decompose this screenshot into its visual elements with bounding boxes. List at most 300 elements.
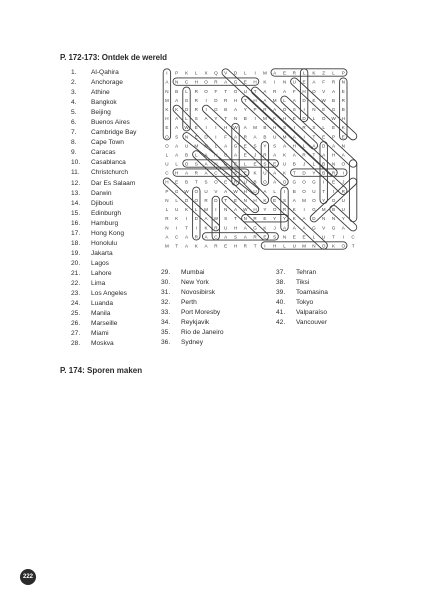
grid-letter: T — [312, 134, 316, 140]
grid-letter: O — [282, 106, 287, 112]
grid-letter: A — [302, 216, 306, 222]
grid-letter: D — [204, 134, 208, 140]
answer-number: 39. — [276, 289, 286, 297]
grid-letter: N — [331, 216, 336, 222]
answer-name: Vancouver — [296, 319, 328, 327]
answer-item — [71, 329, 136, 339]
answer-list-col2 — [161, 268, 224, 348]
answer-name: Bangkok — [91, 99, 117, 107]
answer-number: 14. — [71, 199, 81, 207]
answer-name: Jakarta — [91, 249, 113, 257]
grid-letter: J — [273, 225, 276, 231]
answer-item — [161, 338, 224, 348]
grid-letter: L — [312, 234, 316, 240]
answer-name: Rio de Janeiro — [181, 329, 224, 337]
grid-letter: I — [332, 188, 335, 194]
grid-letter: B — [292, 188, 296, 194]
grid-letter: L — [165, 207, 169, 213]
grid-letter: E — [331, 179, 336, 185]
grid-letter: U — [273, 134, 277, 140]
grid-letter: A — [175, 97, 179, 103]
grid-letter: M — [262, 70, 267, 76]
answer-number: 35. — [161, 329, 171, 337]
grid-letter: L — [185, 88, 188, 94]
grid-letter: L — [214, 143, 218, 149]
grid-letter: D — [194, 216, 198, 222]
answer-item — [71, 118, 136, 128]
answer-number: 20. — [71, 259, 81, 267]
grid-letter: U — [322, 234, 326, 240]
word-search-grid — [162, 68, 358, 250]
grid-letter: A — [175, 125, 179, 131]
solution-outline — [279, 95, 358, 169]
grid-letter: W — [184, 125, 189, 131]
grid-letter: O — [341, 243, 346, 249]
grid-letter: I — [264, 243, 266, 249]
answer-name: Lima — [91, 279, 106, 287]
grid-letter: L — [302, 143, 306, 149]
answer-name: Cape Town — [91, 139, 124, 147]
answer-number: 8. — [71, 139, 77, 147]
grid-letter: S — [312, 125, 316, 131]
grid-letter: E — [175, 179, 179, 185]
answer-number: 26. — [71, 320, 81, 328]
grid-letter: N — [312, 243, 316, 249]
grid-letter: I — [274, 79, 276, 85]
answer-name: Moskva — [91, 340, 114, 348]
grid-letter: E — [194, 134, 198, 140]
answer-item — [71, 78, 136, 88]
grid-letter: U — [341, 207, 345, 213]
grid-letter: A — [224, 143, 228, 149]
answer-name: Honolulu — [91, 239, 118, 247]
grid-letter: E — [273, 161, 277, 167]
grid-letter: A — [292, 197, 296, 203]
grid-letter: E — [292, 116, 296, 121]
answer-number: 38. — [276, 279, 286, 287]
grid-letter: R — [214, 225, 218, 231]
answer-name: Lahore — [91, 269, 112, 277]
grid-letter: B — [341, 106, 345, 112]
grid-letter: U — [175, 207, 179, 213]
grid-letter: U — [292, 79, 296, 85]
grid-letter: J — [342, 179, 345, 185]
answer-number: 10. — [71, 159, 81, 167]
grid-letter: H — [341, 116, 345, 121]
grid-letter: T — [253, 243, 257, 249]
grid-letter: Y — [263, 143, 267, 149]
grid-letter: B — [243, 116, 247, 121]
grid-letter: M — [204, 207, 209, 213]
grid-letter: V — [322, 88, 326, 94]
grid-letter: A — [204, 170, 208, 176]
grid-letter: A — [282, 143, 287, 149]
grid-letter: O — [312, 88, 316, 94]
answer-number: 4. — [71, 99, 77, 107]
answer-number: 32. — [161, 299, 171, 307]
grid-letter: G — [312, 207, 316, 213]
answer-number: 28. — [71, 340, 81, 348]
grid-letter: O — [204, 79, 208, 85]
answer-number: 24. — [71, 300, 81, 308]
grid-letter: K — [282, 152, 287, 158]
grid-letter: O — [312, 197, 316, 203]
grid-letter: K — [263, 79, 267, 85]
answer-name: Miami — [91, 330, 109, 338]
answer-number: 9. — [71, 149, 77, 157]
answer-item — [276, 278, 328, 288]
grid-letter: T — [194, 179, 198, 185]
grid-letter: G — [214, 106, 218, 112]
grid-letter: Y — [341, 216, 345, 222]
grid-letter: T — [322, 188, 326, 194]
grid-letter: D — [302, 116, 306, 121]
answer-item — [71, 98, 136, 108]
grid-letter: H — [243, 188, 247, 194]
solution-outline — [181, 131, 260, 196]
grid-letter: A — [204, 116, 208, 121]
grid-letter: T — [351, 243, 355, 249]
grid-letter: N — [331, 161, 336, 167]
grid-letter: K — [253, 170, 257, 176]
grid-letter: Y — [273, 216, 277, 222]
grid-letter: B — [331, 97, 336, 103]
answer-item — [71, 339, 136, 349]
grid-letter: N — [322, 216, 326, 222]
grid-letter: S — [263, 161, 267, 167]
answer-name: Lagos — [91, 259, 109, 267]
grid-letter: A — [204, 243, 208, 249]
grid-letter: H — [273, 125, 277, 131]
answer-item — [71, 289, 136, 299]
grid-letter: T — [332, 234, 335, 240]
grid-letter: M — [321, 207, 326, 213]
grid-letter: C — [214, 234, 218, 240]
grid-letter: A — [273, 179, 277, 185]
grid-letter: N — [243, 197, 247, 203]
grid-letter: B — [322, 161, 326, 167]
grid-letter: M — [302, 243, 307, 249]
grid-letter: I — [166, 70, 168, 76]
grid-letter: G — [331, 225, 336, 231]
grid-letter: B — [263, 125, 267, 131]
grid-letter: I — [215, 207, 217, 213]
grid-letter: H — [165, 179, 169, 185]
grid-letter: K — [184, 207, 189, 213]
grid-letter: L — [195, 152, 198, 158]
grid-letter: O — [194, 188, 199, 194]
grid-letter: L — [302, 70, 306, 76]
grid-letter: U — [243, 179, 247, 185]
answer-item — [71, 199, 136, 209]
grid-letter: G — [223, 161, 228, 167]
grid-letter: W — [184, 188, 189, 194]
grid-letter: R — [341, 188, 345, 194]
grid-letter: C — [351, 234, 355, 240]
grid-letter: A — [273, 152, 277, 158]
grid-letter: E — [263, 234, 267, 240]
grid-letter: R — [253, 234, 257, 240]
grid-letter: D — [214, 197, 218, 203]
grid-letter: A — [175, 152, 179, 158]
answer-item — [71, 219, 136, 229]
grid-letter: K — [263, 225, 267, 231]
grid-letter: I — [254, 70, 256, 76]
grid-letter: S — [233, 170, 238, 176]
grid-letter: A — [263, 97, 267, 103]
answer-name: Sydney — [181, 339, 203, 347]
grid-letter: H — [194, 79, 198, 85]
grid-letter: L — [175, 161, 178, 167]
grid-letter: O — [214, 179, 218, 185]
grid-letter: L — [244, 161, 247, 167]
grid-letter: D — [302, 97, 306, 103]
answer-item — [276, 288, 328, 298]
grid-letter: N — [282, 234, 287, 240]
grid-letter: K — [175, 106, 179, 112]
grid-letter: A — [253, 134, 257, 140]
grid-letter: B — [263, 134, 267, 140]
answer-number: 41. — [276, 309, 286, 317]
grid-letter: M — [262, 116, 267, 121]
answer-number: 36. — [161, 339, 171, 347]
grid-letter: H — [224, 125, 228, 131]
grid-letter: R — [331, 79, 336, 85]
answer-name: Cambridge Bay — [91, 129, 137, 137]
grid-letter: L — [185, 116, 188, 121]
grid-letter: O — [184, 161, 189, 167]
answer-number: 15. — [71, 209, 81, 217]
section-title: P. 174: Sporen maken — [60, 366, 143, 375]
grid-letter: K — [312, 70, 316, 76]
answer-name: Tokyo — [296, 299, 314, 307]
grid-letter: S — [194, 161, 198, 167]
answer-number: 27. — [71, 330, 81, 338]
answer-item — [276, 308, 328, 318]
grid-letter: T — [243, 97, 247, 103]
page-number: 222 — [20, 569, 36, 585]
grid-letter: W — [233, 125, 238, 131]
grid-letter: K — [282, 170, 287, 176]
grid-letter: E — [233, 161, 238, 167]
answer-item — [71, 128, 136, 138]
grid-letter: I — [293, 125, 295, 131]
grid-letter: O — [321, 243, 326, 249]
answer-number: 11. — [71, 169, 80, 177]
grid-letter: E — [302, 79, 306, 85]
grid-letter: A — [292, 152, 296, 158]
grid-letter: R — [165, 216, 169, 222]
grid-letter: R — [263, 152, 267, 158]
grid-letter: L — [195, 70, 198, 76]
grid-letter: A — [224, 79, 228, 85]
grid-letter: A — [263, 188, 267, 194]
grid-letter: A — [204, 234, 208, 240]
answer-item — [276, 298, 328, 308]
grid-letter: S — [273, 234, 277, 240]
grid-letter: D — [184, 197, 189, 203]
grid-letter: W — [331, 116, 336, 121]
grid-letter: R — [341, 97, 345, 103]
answer-item — [161, 328, 224, 338]
answer-name: Tehran — [296, 269, 317, 276]
grid-letter: L — [322, 125, 325, 131]
grid-letter: R — [243, 243, 247, 249]
grid-letter: I — [205, 125, 207, 131]
grid-letter: A — [263, 88, 267, 94]
answer-item — [71, 249, 136, 259]
grid-letter: H — [253, 79, 257, 85]
grid-letter: D — [233, 70, 238, 76]
grid-letter: S — [282, 197, 287, 203]
grid-letter: E — [312, 97, 316, 103]
grid-letter: L — [283, 243, 286, 249]
grid-letter: C — [214, 170, 218, 176]
grid-letter: B — [322, 170, 326, 176]
answer-item — [71, 148, 136, 158]
answer-item — [71, 319, 136, 329]
grid-letter: A — [184, 243, 189, 249]
grid-letter: A — [224, 188, 228, 194]
grid-letter: I — [303, 207, 305, 213]
grid-letter: K — [263, 197, 267, 203]
answer-number: 5. — [71, 109, 77, 117]
grid-letter: S — [194, 116, 198, 121]
grid-letter: M — [253, 125, 258, 131]
grid-letter: L — [312, 116, 316, 121]
grid-letter: R — [194, 234, 198, 240]
grid-letter: A — [273, 70, 277, 76]
grid-letter: T — [253, 88, 257, 94]
grid-letter: A — [243, 234, 247, 240]
grid-letter: W — [321, 97, 326, 103]
answer-item — [71, 239, 136, 249]
answer-name: Marseille — [91, 320, 118, 328]
grid-letter: R — [253, 216, 257, 222]
answer-name: Beijing — [91, 109, 111, 117]
answer-number: 6. — [71, 119, 77, 127]
grid-letter: L — [312, 161, 316, 167]
grid-letter: A — [165, 79, 169, 85]
grid-letter: R — [224, 97, 228, 103]
answer-number: 42. — [276, 319, 286, 327]
answer-item — [71, 209, 136, 219]
grid-letter: A — [331, 88, 336, 94]
grid-letter: A — [341, 225, 345, 231]
grid-letter: E — [331, 125, 336, 131]
grid-letter: N — [243, 216, 247, 222]
grid-letter: M — [302, 197, 307, 203]
grid-letter: F — [322, 79, 326, 85]
grid-letter: Q — [214, 70, 218, 76]
answer-name: Edinburgh — [91, 209, 122, 217]
grid-letter: I — [215, 134, 217, 140]
grid-letter: A — [302, 225, 306, 231]
grid-letter: H — [253, 97, 257, 103]
grid-letter: A — [233, 152, 238, 158]
answer-name: Mumbai — [181, 269, 205, 276]
grid-letter: N — [175, 79, 179, 85]
grid-letter: K — [204, 225, 208, 231]
grid-letter: R — [233, 179, 238, 185]
grid-letter: Y — [263, 207, 267, 213]
answer-item — [161, 318, 224, 328]
grid-letter: P — [175, 70, 179, 76]
grid-letter: N — [224, 207, 228, 213]
answer-number: 1. — [71, 69, 77, 76]
answer-number: 18. — [71, 239, 81, 247]
grid-letter: S — [273, 143, 277, 149]
answer-name: Hamburg — [91, 219, 119, 227]
grid-letter: A — [243, 225, 247, 231]
grid-letter: E — [243, 152, 247, 158]
answer-item — [71, 279, 136, 289]
answer-item — [71, 138, 136, 148]
grid-letter: A — [322, 152, 326, 158]
grid-letter: I — [205, 97, 207, 103]
grid-letter: X — [204, 70, 208, 76]
grid-letter: O — [282, 179, 287, 185]
answer-name: Reykjavik — [181, 319, 210, 327]
grid-letter: S — [253, 143, 257, 149]
grid-letter: P — [165, 188, 169, 194]
grid-letter: M — [272, 97, 277, 103]
answer-number: 37. — [276, 269, 286, 276]
grid-letter: D — [312, 216, 316, 222]
grid-letter: E — [243, 79, 247, 85]
answer-number: 12. — [71, 179, 81, 187]
answer-item — [71, 229, 136, 239]
grid-letter: M — [164, 243, 169, 249]
grid-letter: V — [322, 225, 326, 231]
grid-letter: U — [263, 170, 267, 176]
grid-letter: N — [341, 143, 345, 149]
grid-letter: Y — [312, 170, 316, 176]
answer-name: Dar Es Salaam — [91, 179, 136, 187]
answer-item — [161, 298, 224, 308]
grid-letter: G — [174, 188, 179, 194]
grid-letter: H — [302, 88, 306, 94]
grid-letter: G — [312, 179, 316, 185]
grid-letter: N — [233, 116, 238, 121]
grid-letter: E — [224, 179, 228, 185]
answer-name: Luanda — [91, 300, 114, 308]
grid-letter: G — [292, 179, 297, 185]
answer-name: Hong Kong — [91, 229, 124, 237]
grid-letter: A — [233, 106, 238, 112]
answer-item — [71, 68, 136, 78]
grid-letter: A — [273, 170, 277, 176]
grid-letter: H — [175, 170, 179, 176]
grid-letter: P — [341, 70, 345, 76]
grid-letter: A — [184, 234, 189, 240]
grid-letter: B — [184, 179, 189, 185]
grid-letter: U — [312, 188, 316, 194]
grid-letter: E — [341, 88, 345, 94]
grid-letter: P — [253, 106, 257, 112]
answer-item — [71, 179, 136, 189]
grid-letter: V — [224, 70, 228, 76]
grid-letter: R — [194, 170, 198, 176]
grid-letter: S — [224, 216, 228, 222]
answer-item — [71, 299, 136, 309]
grid-letter: Y — [243, 106, 247, 112]
grid-letter: Y — [214, 116, 218, 121]
answer-name: Los Angeles — [91, 290, 127, 298]
grid-letter: V — [214, 188, 218, 194]
grid-letter: O — [233, 88, 238, 94]
grid-letter: T — [224, 197, 228, 203]
